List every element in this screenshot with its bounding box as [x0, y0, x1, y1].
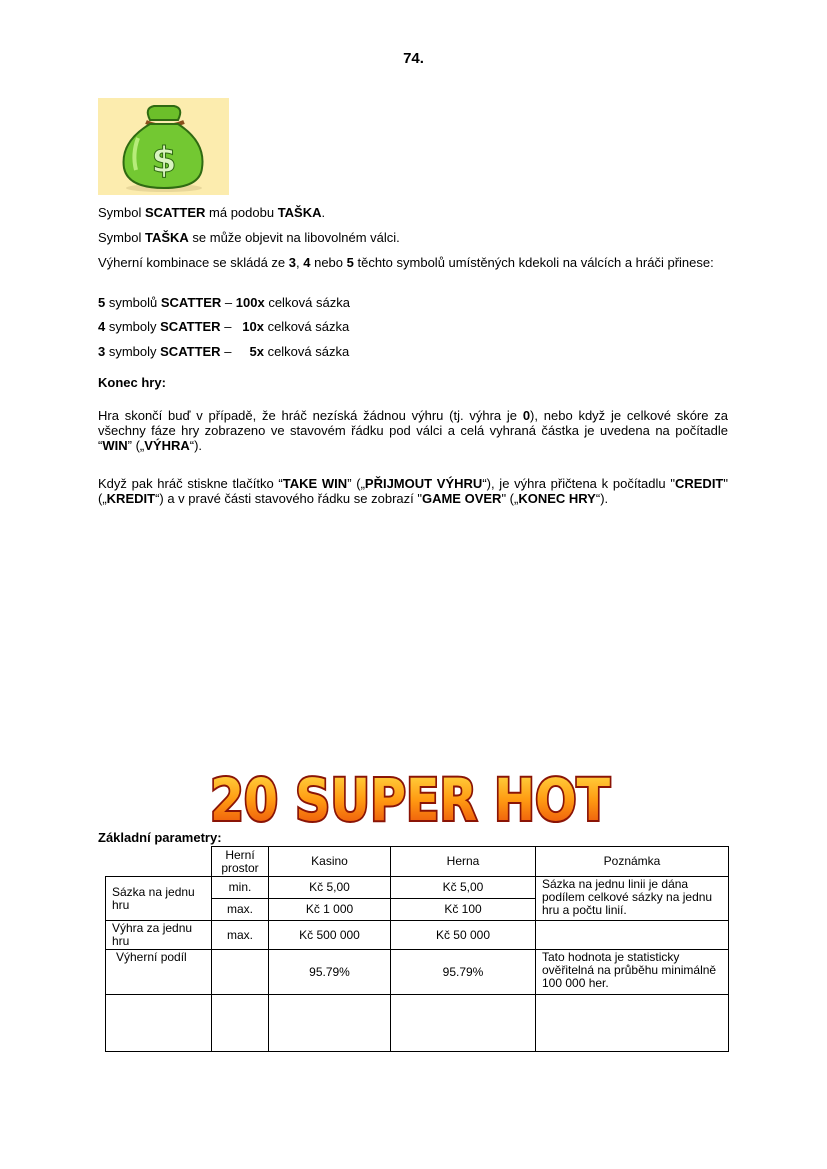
- game-logo-text: 20 SUPER HOT: [210, 766, 611, 834]
- header-game-space: Herní prostor: [212, 847, 269, 877]
- win-max-label: max.: [212, 921, 269, 950]
- empty-cell: [106, 995, 212, 1052]
- share-herna: 95.79%: [391, 950, 536, 995]
- bet-max-kasino: Kč 1 000: [269, 899, 391, 921]
- bet-min-herna: Kč 5,00: [391, 877, 536, 899]
- bet-max-label: max.: [212, 899, 269, 921]
- table-row-win: [106, 921, 729, 950]
- table-row-payout-share: [106, 950, 729, 995]
- empty-cell: [212, 995, 269, 1052]
- game-logo: [200, 758, 620, 834]
- empty-cell: [391, 995, 536, 1052]
- scatter-description: Symbol SCATTER má podobu TAŠKA.: [98, 205, 326, 220]
- win-label: Výhra za jednu hru: [106, 921, 212, 950]
- share-empty: [212, 950, 269, 995]
- header-kasino: Kasino: [269, 847, 391, 877]
- win-max-kasino: Kč 500 000: [269, 921, 391, 950]
- bet-note: Sázka na jednu linii je dána podílem celkové sázky na jednu hru a počtu linií.: [536, 877, 729, 921]
- end-game-paragraph-1: Hra skončí buď v případě, že hráč nezíská žádnou výhru (tj. výhra je 0), nebo když je celkové skóre za všechny fáze hry zobrazeno ve stavovém řádku pod válci a celá vyhraná částka je uvedena na počítadle “WIN” („VÝHRA“).: [98, 408, 728, 453]
- empty-cell: [269, 995, 391, 1052]
- winning-combination-text: Výherní kombinace se skládá ze 3, 4 nebo 5 těchto symbolů umístěných kdekoli na válcích a hráči přinese:: [98, 255, 714, 270]
- parameters-table: [105, 846, 729, 1052]
- empty-cell: [536, 995, 729, 1052]
- svg-text:$: $: [151, 140, 177, 181]
- table-row-bet-min: [106, 877, 729, 899]
- payout-3-symbols: 3 symboly SCATTER – 5x celková sázka: [98, 344, 350, 359]
- table-corner-cell: [106, 847, 212, 877]
- share-label: Výherní podíl: [106, 950, 212, 995]
- bet-label: Sázka na jednu hru: [106, 877, 212, 921]
- end-game-heading: Konec hry:: [98, 375, 166, 390]
- share-kasino: 95.79%: [269, 950, 391, 995]
- table-row-empty: [106, 995, 729, 1052]
- payout-4-symbols: 4 symboly SCATTER – 10x celková sázka: [98, 319, 350, 334]
- payout-5-symbols: 5 symbolů SCATTER – 100x celková sázka: [98, 295, 350, 310]
- money-bag-icon: [98, 98, 229, 195]
- page-number: 74.: [403, 50, 424, 67]
- header-herna: Herna: [391, 847, 536, 877]
- bet-max-herna: Kč 100: [391, 899, 536, 921]
- end-game-paragraph-2: Když pak hráč stiskne tlačítko “TAKE WIN” („PŘIJMOUT VÝHRU“), je výhra přičtena k počítadlu "CREDIT" („KREDIT“) a v pravé části stavového řádku se zobrazí "GAME OVER" („KONEC HRY“).: [98, 476, 728, 506]
- bet-min-kasino: Kč 5,00: [269, 877, 391, 899]
- share-note: Tato hodnota je statisticky ověřitelná na průběhu minimálně 100 000 her.: [536, 950, 729, 995]
- parameters-title: Základní parametry:: [98, 830, 222, 845]
- bet-min-label: min.: [212, 877, 269, 899]
- table-header-row: [106, 847, 729, 877]
- win-note: [536, 921, 729, 950]
- win-max-herna: Kč 50 000: [391, 921, 536, 950]
- header-note: Poznámka: [536, 847, 729, 877]
- scatter-reel-info: Symbol TAŠKA se může objevit na libovolném válci.: [98, 230, 400, 245]
